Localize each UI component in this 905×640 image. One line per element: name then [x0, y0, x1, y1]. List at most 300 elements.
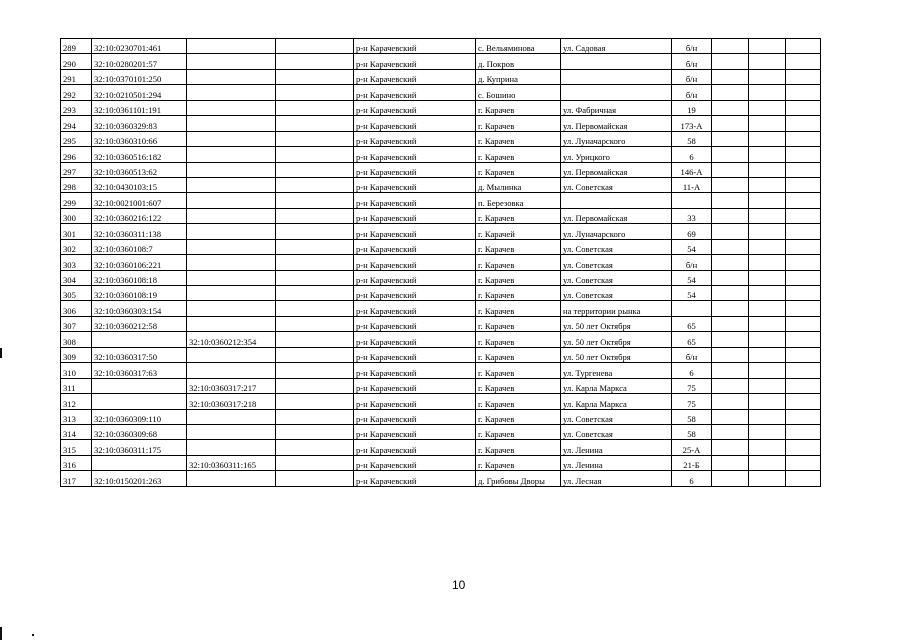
- cell-empty: [749, 394, 786, 409]
- cell-house: б/н: [672, 255, 712, 270]
- cell-street: [561, 54, 672, 69]
- cell-cad3: [276, 85, 354, 100]
- cell-street: [561, 85, 672, 100]
- cell-cad3: [276, 286, 354, 301]
- cell-house: 19: [672, 100, 712, 115]
- cell-empty: [749, 270, 786, 285]
- cell-num: 315: [61, 440, 92, 455]
- cell-empty: [712, 131, 749, 146]
- cell-cad1: [92, 455, 187, 470]
- cell-cad2: [187, 116, 276, 131]
- cell-empty: [786, 440, 821, 455]
- table-row: [61, 424, 821, 439]
- cell-street: ул. Садовая: [561, 39, 672, 54]
- cell-empty: [749, 177, 786, 192]
- cell-empty: [786, 224, 821, 239]
- cell-cad1: 32:10:0360317:50: [92, 347, 187, 362]
- cell-cad2: [187, 224, 276, 239]
- cell-empty: [786, 255, 821, 270]
- cell-house: 58: [672, 424, 712, 439]
- cell-cad3: [276, 147, 354, 162]
- cell-street: ул. Первомайская: [561, 162, 672, 177]
- cell-empty: [712, 255, 749, 270]
- cell-street: ул. Лесная: [561, 471, 672, 486]
- cell-settlement: г. Карачев: [476, 455, 561, 470]
- cell-empty: [786, 147, 821, 162]
- cell-district: р-н Карачевский: [354, 301, 476, 316]
- cell-cad2: [187, 424, 276, 439]
- cell-cad3: [276, 424, 354, 439]
- table-row: [61, 255, 821, 270]
- cell-district: р-н Карачевский: [354, 54, 476, 69]
- table-row: [61, 316, 821, 331]
- cell-house: 6: [672, 363, 712, 378]
- cell-cad2: [187, 39, 276, 54]
- cell-district: р-н Карачевский: [354, 316, 476, 331]
- cell-settlement: д. Грибовы Дворы: [476, 471, 561, 486]
- cell-street: ул. 50 лет Октября: [561, 347, 672, 362]
- cell-district: р-н Карачевский: [354, 286, 476, 301]
- cell-settlement: г. Карачев: [476, 409, 561, 424]
- cell-cad2: [187, 162, 276, 177]
- table-row: [61, 409, 821, 424]
- cell-cad1: 32:10:0360317:63: [92, 363, 187, 378]
- cell-cad2: [187, 100, 276, 115]
- cell-district: р-н Карачевский: [354, 116, 476, 131]
- cell-empty: [786, 177, 821, 192]
- cell-district: р-н Карачевский: [354, 39, 476, 54]
- cell-empty: [749, 332, 786, 347]
- cell-street: ул. Урицкого: [561, 147, 672, 162]
- cell-street: ул. Советская: [561, 270, 672, 285]
- cell-cad3: [276, 347, 354, 362]
- cell-empty: [786, 54, 821, 69]
- cell-district: р-н Карачевский: [354, 208, 476, 223]
- cell-cad2: 32:10:0360212:354: [187, 332, 276, 347]
- cell-empty: [749, 85, 786, 100]
- cell-house: 21-Б: [672, 455, 712, 470]
- cell-house: б/н: [672, 39, 712, 54]
- cell-district: р-н Карачевский: [354, 347, 476, 362]
- cell-settlement: г. Карачев: [476, 131, 561, 146]
- cell-settlement: д. Покров: [476, 54, 561, 69]
- cell-street: ул. Первомайская: [561, 208, 672, 223]
- cell-num: 300: [61, 208, 92, 223]
- cell-empty: [749, 39, 786, 54]
- cell-empty: [712, 440, 749, 455]
- cell-num: 304: [61, 270, 92, 285]
- registry-table: [60, 38, 821, 487]
- cell-empty: [712, 162, 749, 177]
- cell-empty: [786, 286, 821, 301]
- cell-district: р-н Карачевский: [354, 394, 476, 409]
- cell-district: р-н Карачевский: [354, 471, 476, 486]
- cell-house: 58: [672, 409, 712, 424]
- cell-house: 58: [672, 131, 712, 146]
- table-row: [61, 147, 821, 162]
- cell-empty: [786, 39, 821, 54]
- cell-cad2: [187, 347, 276, 362]
- cell-house: 75: [672, 394, 712, 409]
- cell-settlement: г. Карачев: [476, 424, 561, 439]
- cell-cad2: [187, 85, 276, 100]
- table-row: [61, 116, 821, 131]
- cell-district: р-н Карачевский: [354, 440, 476, 455]
- cell-settlement: с. Вельяминова: [476, 39, 561, 54]
- cell-district: р-н Карачевский: [354, 409, 476, 424]
- cell-num: 289: [61, 39, 92, 54]
- cell-settlement: г. Карачев: [476, 363, 561, 378]
- cell-cad1: 32:10:0360216:122: [92, 208, 187, 223]
- cell-cad2: [187, 363, 276, 378]
- cell-empty: [712, 208, 749, 223]
- table-row: [61, 69, 821, 84]
- cell-cad3: [276, 301, 354, 316]
- table-row: [61, 224, 821, 239]
- cell-district: р-н Карачевский: [354, 239, 476, 254]
- cell-num: 310: [61, 363, 92, 378]
- cell-settlement: г. Карачев: [476, 147, 561, 162]
- table-row: [61, 208, 821, 223]
- cell-cad1: 32:10:0360309:68: [92, 424, 187, 439]
- cell-street: ул. Луначарского: [561, 224, 672, 239]
- cell-district: р-н Карачевский: [354, 162, 476, 177]
- cell-cad2: [187, 54, 276, 69]
- cell-cad1: 32:10:0150201:263: [92, 471, 187, 486]
- cell-street: на территории рынка: [561, 301, 672, 316]
- cell-cad3: [276, 193, 354, 208]
- cell-cad1: 32:10:0021001:607: [92, 193, 187, 208]
- cell-cad2: [187, 270, 276, 285]
- cell-house: 54: [672, 239, 712, 254]
- table-row: [61, 286, 821, 301]
- cell-num: 314: [61, 424, 92, 439]
- cell-empty: [712, 301, 749, 316]
- cell-empty: [749, 471, 786, 486]
- cell-house: 65: [672, 316, 712, 331]
- cell-cad2: [187, 177, 276, 192]
- page-number: 10: [452, 578, 466, 592]
- cell-empty: [712, 239, 749, 254]
- cell-district: р-н Карачевский: [354, 224, 476, 239]
- cell-cad1: 32:10:0360311:138: [92, 224, 187, 239]
- cell-street: ул. Ленина: [561, 440, 672, 455]
- cell-empty: [786, 208, 821, 223]
- cell-cad3: [276, 378, 354, 393]
- cell-cad3: [276, 100, 354, 115]
- cell-settlement: г. Карачев: [476, 440, 561, 455]
- cell-cad2: [187, 193, 276, 208]
- cell-cad2: [187, 208, 276, 223]
- cell-empty: [749, 193, 786, 208]
- cell-empty: [712, 409, 749, 424]
- cell-cad2: [187, 69, 276, 84]
- cell-cad3: [276, 208, 354, 223]
- cell-settlement: г. Карачев: [476, 286, 561, 301]
- cell-num: 307: [61, 316, 92, 331]
- cell-empty: [749, 301, 786, 316]
- cell-empty: [786, 116, 821, 131]
- cell-empty: [749, 224, 786, 239]
- cell-empty: [749, 424, 786, 439]
- cell-cad1: 32:10:0210501:294: [92, 85, 187, 100]
- cell-cad2: [187, 471, 276, 486]
- cell-district: р-н Карачевский: [354, 378, 476, 393]
- cell-house: б/н: [672, 54, 712, 69]
- cell-settlement: г. Карачей: [476, 224, 561, 239]
- cell-empty: [749, 147, 786, 162]
- table-row: [61, 131, 821, 146]
- cell-district: р-н Карачевский: [354, 147, 476, 162]
- cell-street: ул. Советская: [561, 409, 672, 424]
- cell-empty: [712, 332, 749, 347]
- cell-cad2: 32:10:0360317:218: [187, 394, 276, 409]
- cell-settlement: п. Березовка: [476, 193, 561, 208]
- cell-empty: [786, 301, 821, 316]
- cell-empty: [712, 455, 749, 470]
- cell-empty: [786, 193, 821, 208]
- cell-settlement: г. Карачев: [476, 378, 561, 393]
- cell-cad2: 32:10:0360317:217: [187, 378, 276, 393]
- cell-street: ул. Первомайская: [561, 116, 672, 131]
- cell-cad2: [187, 409, 276, 424]
- cell-cad2: [187, 131, 276, 146]
- cell-empty: [712, 471, 749, 486]
- cell-num: 294: [61, 116, 92, 131]
- cell-num: 305: [61, 286, 92, 301]
- table-row: [61, 162, 821, 177]
- cell-cad2: [187, 286, 276, 301]
- cell-empty: [712, 378, 749, 393]
- cell-house: б/н: [672, 347, 712, 362]
- cell-house: 6: [672, 147, 712, 162]
- cell-empty: [749, 440, 786, 455]
- cell-num: 313: [61, 409, 92, 424]
- cell-cad3: [276, 332, 354, 347]
- table-row: [61, 100, 821, 115]
- cell-empty: [712, 316, 749, 331]
- table-row: [61, 363, 821, 378]
- cell-cad3: [276, 162, 354, 177]
- cell-house: [672, 193, 712, 208]
- cell-cad1: 32:10:0360309:110: [92, 409, 187, 424]
- cell-empty: [749, 316, 786, 331]
- cell-num: 308: [61, 332, 92, 347]
- cell-district: р-н Карачевский: [354, 270, 476, 285]
- table-row: [61, 455, 821, 470]
- cell-empty: [712, 193, 749, 208]
- cell-empty: [749, 208, 786, 223]
- table-row: [61, 440, 821, 455]
- cell-cad2: 32:10:0360311:165: [187, 455, 276, 470]
- cell-house: 11-А: [672, 177, 712, 192]
- cell-empty: [786, 394, 821, 409]
- cell-empty: [749, 116, 786, 131]
- cell-num: 299: [61, 193, 92, 208]
- cell-cad3: [276, 255, 354, 270]
- cell-empty: [749, 100, 786, 115]
- cell-cad2: [187, 147, 276, 162]
- table-row: [61, 471, 821, 486]
- cell-cad1: 32:10:0360303:154: [92, 301, 187, 316]
- table-row: [61, 332, 821, 347]
- cell-street: ул. Советская: [561, 177, 672, 192]
- cell-empty: [786, 363, 821, 378]
- cell-empty: [786, 131, 821, 146]
- cell-cad1: 32:10:0370101:250: [92, 69, 187, 84]
- cell-cad3: [276, 455, 354, 470]
- cell-street: ул. Советская: [561, 424, 672, 439]
- cell-settlement: г. Карачев: [476, 316, 561, 331]
- cell-num: 293: [61, 100, 92, 115]
- cell-cad2: [187, 440, 276, 455]
- cell-empty: [786, 455, 821, 470]
- cell-num: 306: [61, 301, 92, 316]
- cell-empty: [786, 69, 821, 84]
- cell-cad1: 32:10:0430103:15: [92, 177, 187, 192]
- cell-street: ул. Советская: [561, 286, 672, 301]
- cell-empty: [749, 239, 786, 254]
- cell-empty: [712, 100, 749, 115]
- cell-house: 146-А: [672, 162, 712, 177]
- cell-empty: [712, 85, 749, 100]
- cell-street: ул. 50 лет Октября: [561, 332, 672, 347]
- cell-empty: [786, 316, 821, 331]
- cell-num: 303: [61, 255, 92, 270]
- cell-cad3: [276, 316, 354, 331]
- cell-street: [561, 69, 672, 84]
- cell-cad2: [187, 239, 276, 254]
- cell-street: ул. Карла Маркса: [561, 394, 672, 409]
- scan-dot-mark: [32, 634, 34, 636]
- cell-cad1: 32:10:0360310:66: [92, 131, 187, 146]
- scan-margin-mark: [0, 348, 2, 358]
- cell-empty: [712, 347, 749, 362]
- cell-num: 302: [61, 239, 92, 254]
- cell-cad1: 32:10:0360108:7: [92, 239, 187, 254]
- cell-district: р-н Карачевский: [354, 332, 476, 347]
- cell-num: 295: [61, 131, 92, 146]
- cell-empty: [749, 378, 786, 393]
- cell-house: б/н: [672, 85, 712, 100]
- cell-num: 309: [61, 347, 92, 362]
- cell-settlement: г. Карачев: [476, 100, 561, 115]
- table-row: [61, 239, 821, 254]
- cell-house: 33: [672, 208, 712, 223]
- cell-empty: [712, 147, 749, 162]
- cell-empty: [749, 131, 786, 146]
- cell-empty: [712, 54, 749, 69]
- cell-empty: [786, 270, 821, 285]
- cell-empty: [749, 455, 786, 470]
- cell-num: 316: [61, 455, 92, 470]
- cell-empty: [712, 177, 749, 192]
- cell-cad3: [276, 239, 354, 254]
- cell-house: 54: [672, 286, 712, 301]
- table-row: [61, 394, 821, 409]
- cell-empty: [786, 85, 821, 100]
- cell-settlement: г. Карачев: [476, 347, 561, 362]
- cell-cad3: [276, 471, 354, 486]
- cell-cad1: [92, 332, 187, 347]
- cell-cad3: [276, 363, 354, 378]
- cell-empty: [749, 347, 786, 362]
- cell-cad1: 32:10:0360329:83: [92, 116, 187, 131]
- cell-district: р-н Карачевский: [354, 363, 476, 378]
- cell-cad1: 32:10:0280201:57: [92, 54, 187, 69]
- cell-empty: [786, 100, 821, 115]
- cell-cad1: 32:10:0361101:191: [92, 100, 187, 115]
- cell-num: 301: [61, 224, 92, 239]
- cell-street: ул. 50 лет Октября: [561, 316, 672, 331]
- cell-empty: [749, 69, 786, 84]
- cell-empty: [786, 424, 821, 439]
- cell-settlement: г. Карачев: [476, 301, 561, 316]
- cell-cad3: [276, 394, 354, 409]
- cell-cad1: [92, 378, 187, 393]
- cell-empty: [749, 286, 786, 301]
- cell-num: 296: [61, 147, 92, 162]
- cell-cad1: 32:10:0360106:221: [92, 255, 187, 270]
- table-row: [61, 301, 821, 316]
- cell-cad3: [276, 224, 354, 239]
- cell-street: ул. Советская: [561, 239, 672, 254]
- scan-corner-mark: [0, 627, 2, 640]
- cell-num: 298: [61, 177, 92, 192]
- cell-house: 65: [672, 332, 712, 347]
- table-row: [61, 54, 821, 69]
- cell-num: 291: [61, 69, 92, 84]
- cell-street: [561, 193, 672, 208]
- cell-num: 297: [61, 162, 92, 177]
- cell-house: 25-А: [672, 440, 712, 455]
- table-row: [61, 39, 821, 54]
- cell-cad3: [276, 270, 354, 285]
- cell-street: ул. Тургенева: [561, 363, 672, 378]
- cell-num: 312: [61, 394, 92, 409]
- cell-empty: [749, 162, 786, 177]
- table-row: [61, 378, 821, 393]
- cell-cad1: 32:10:0360311:175: [92, 440, 187, 455]
- cell-settlement: г. Карачев: [476, 116, 561, 131]
- cell-house: 6: [672, 471, 712, 486]
- cell-district: р-н Карачевский: [354, 131, 476, 146]
- cell-cad1: 32:10:0360108:19: [92, 286, 187, 301]
- cell-empty: [712, 39, 749, 54]
- cell-cad3: [276, 69, 354, 84]
- cell-settlement: д. Мылинка: [476, 177, 561, 192]
- cell-district: р-н Карачевский: [354, 424, 476, 439]
- cell-settlement: г. Карачев: [476, 394, 561, 409]
- cell-house: 54: [672, 270, 712, 285]
- cell-empty: [712, 116, 749, 131]
- cell-street: ул. Фабричная: [561, 100, 672, 115]
- cell-house: б/н: [672, 69, 712, 84]
- cell-cad1: [92, 394, 187, 409]
- cell-settlement: г. Карачев: [476, 162, 561, 177]
- cell-empty: [712, 270, 749, 285]
- cell-street: ул. Ленина: [561, 455, 672, 470]
- cell-district: р-н Карачевский: [354, 85, 476, 100]
- cell-settlement: г. Карачев: [476, 255, 561, 270]
- cell-cad3: [276, 54, 354, 69]
- cell-empty: [786, 471, 821, 486]
- cell-settlement: г. Карачев: [476, 332, 561, 347]
- table-row: [61, 193, 821, 208]
- cell-settlement: д. Куприна: [476, 69, 561, 84]
- cell-empty: [786, 347, 821, 362]
- cell-cad2: [187, 316, 276, 331]
